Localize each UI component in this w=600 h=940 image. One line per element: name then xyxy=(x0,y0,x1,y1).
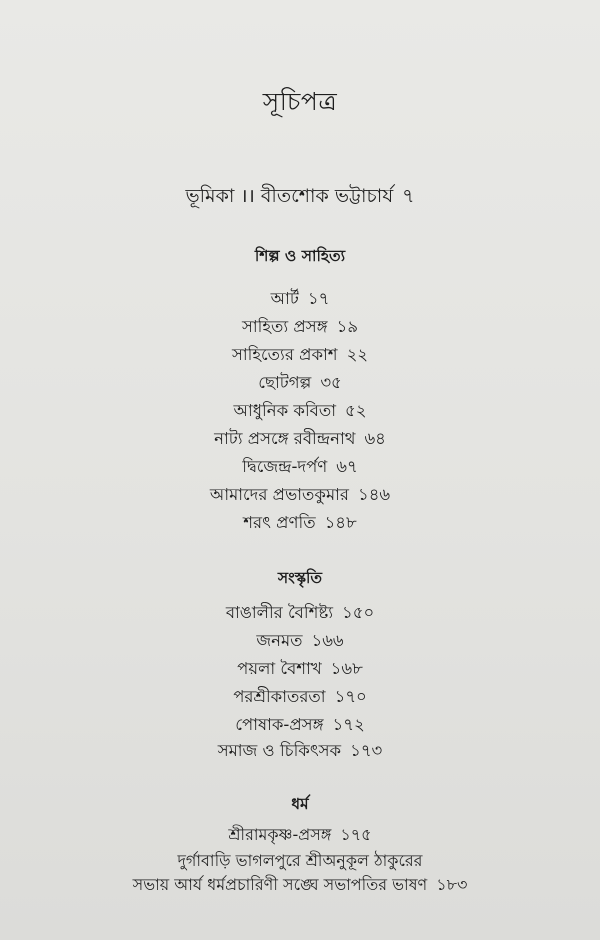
toc-entry xyxy=(0,738,600,765)
entry-page-number: ৬৭ xyxy=(336,457,358,476)
entry-page-number: ১৭ xyxy=(307,289,330,308)
intro-label: ভূমিকা xyxy=(185,185,235,207)
page-title: সূচিপত্র xyxy=(262,87,338,116)
toc-entry xyxy=(0,684,600,711)
toc-entry xyxy=(0,656,600,683)
entry-title: আধুনিক কবিতা xyxy=(233,401,337,420)
entry-title: শ্রীরামকৃষ্ণ-প্রসঙ্গ xyxy=(228,825,332,844)
entry-page-number: ৬৪ xyxy=(364,429,386,448)
toc-entry xyxy=(0,712,600,739)
toc-entry xyxy=(0,398,600,425)
intro-page-number: ৭ xyxy=(402,185,415,207)
toc-entry xyxy=(0,342,600,369)
toc-entry xyxy=(0,482,600,509)
entry-page-number: ৫২ xyxy=(345,401,367,420)
entry-page-number: ২২ xyxy=(346,345,369,364)
entry-title: পরশ্রীকাতরতা xyxy=(233,687,326,706)
toc-entry xyxy=(0,628,600,655)
entry-page-number: ৩৫ xyxy=(320,373,342,392)
entry-title: আমাদের প্রভাতকুমার xyxy=(209,485,349,504)
section-heading: সংস্কৃতি xyxy=(277,569,323,587)
toc-entry xyxy=(0,286,600,313)
section-heading: ধর্ম xyxy=(291,795,309,813)
entry-title: নাট্য প্রসঙ্গে রবীন্দ্রনাথ xyxy=(214,429,356,448)
toc-entry xyxy=(0,600,600,627)
entry-page-number: ১৭৫ xyxy=(340,825,372,844)
entry-title: পোষাক-প্রসঙ্গ xyxy=(235,715,324,734)
entry-title: ছোটগল্প xyxy=(258,373,312,392)
entry-page-number: ১৯ xyxy=(336,317,359,336)
entry-title: সমাজ ও চিকিৎসক xyxy=(217,741,342,760)
toc-entry xyxy=(0,510,600,537)
entry-title: আর্ট xyxy=(270,289,299,308)
entry-title: জনমত xyxy=(256,631,303,650)
intro-author: বীতশোক ভট্টাচার্য xyxy=(260,185,394,207)
entry-title: বাঙালীর বৈশিষ্ট্য xyxy=(225,603,334,622)
entry-title: দুর্গাবাড়ি ভাগলপুরে শ্রীঅনুকূল ঠাকুরের xyxy=(177,851,423,870)
entry-title: সভায় আর্য ধর্মপ্রচারিণী সঙ্ঘে সভাপতির ভাষণ xyxy=(132,875,428,894)
entry-page-number: ১৭০ xyxy=(334,687,367,706)
entry-page-number: ১৮৩ xyxy=(436,875,468,894)
toc-entry xyxy=(0,848,600,875)
entry-title: সাহিত্য প্রসঙ্গ xyxy=(241,317,328,336)
entry-page-number: ১৭২ xyxy=(332,715,365,734)
toc-entry xyxy=(0,454,600,481)
entry-title: দ্বিজেন্দ্র-দর্পণ xyxy=(242,457,328,476)
entry-page-number: ১৪৮ xyxy=(324,513,357,532)
entry-page-number: ১৫০ xyxy=(342,603,375,622)
toc-entry xyxy=(0,426,600,453)
section-heading: শিল্প ও সাহিত্য xyxy=(254,247,346,265)
toc-entry xyxy=(0,370,600,397)
toc-entry xyxy=(0,872,600,899)
entry-page-number: ১৬৬ xyxy=(311,631,344,650)
entry-page-number: ১৪৬ xyxy=(358,485,391,504)
entry-page-number: ১৭৩ xyxy=(350,741,383,760)
toc-entry xyxy=(0,314,600,341)
entry-title: পয়লা বৈশাখ xyxy=(237,659,322,678)
entry-title: সাহিত্যের প্রকাশ xyxy=(231,345,338,364)
toc-entry xyxy=(0,822,600,849)
entry-page-number: ১৬৮ xyxy=(330,659,363,678)
intro-separator: ।। xyxy=(240,185,255,207)
entry-title: শরৎ প্রণতি xyxy=(243,513,316,532)
intro-entry xyxy=(0,182,600,214)
